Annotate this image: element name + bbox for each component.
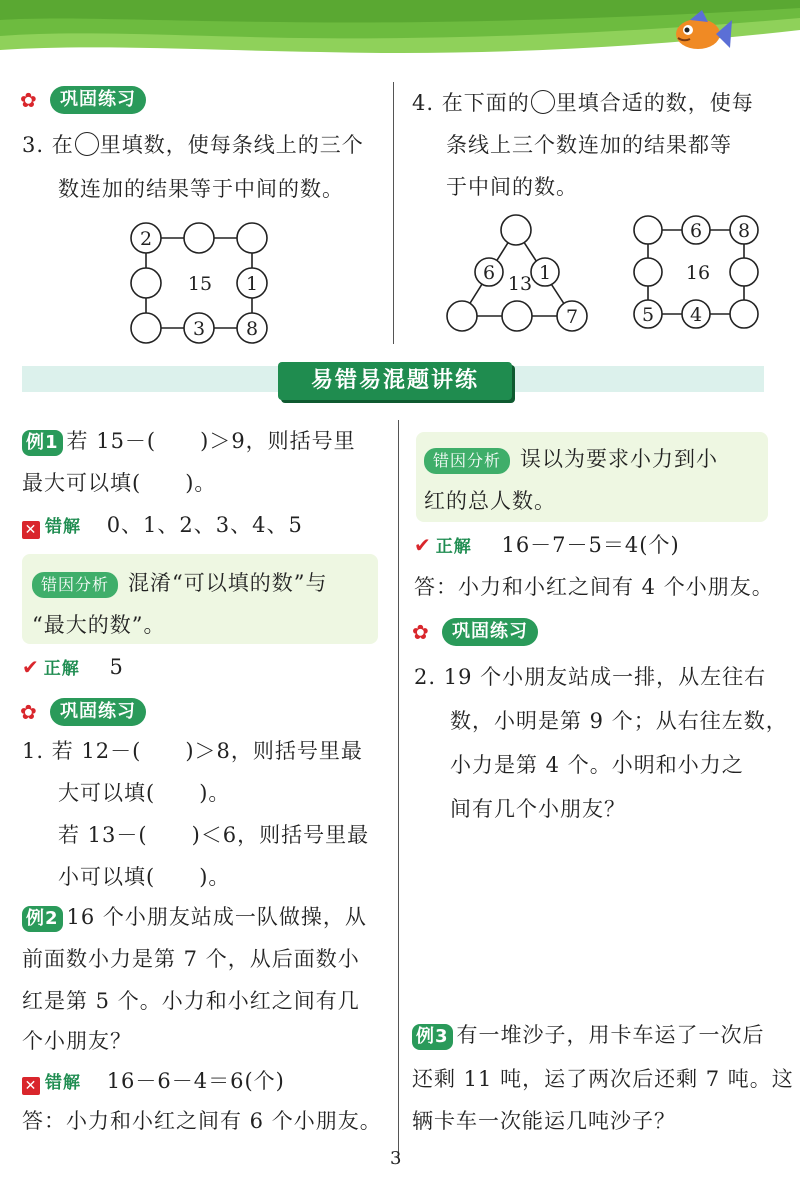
crab-icon: ✿ xyxy=(412,620,429,644)
q3-node-top-right xyxy=(237,223,267,253)
q3-value-bottom-middle: 3 xyxy=(192,318,206,340)
q4-triangle-figure xyxy=(440,212,590,336)
q4-line2: 条线上三个数连加的结果都等 xyxy=(446,133,732,157)
crab-icon: ✿ xyxy=(20,88,37,112)
ex3-line1: 例3 有一堆沙子，用卡车运了一次后 xyxy=(412,1014,765,1056)
q4-tri-node-bottom-middle xyxy=(502,301,532,331)
ex2-wrong: ✕ 错解 16－6－4＝6(个) xyxy=(22,1060,285,1104)
ex2-line4: 个小朋友？ xyxy=(22,1029,132,1053)
circle-symbol-icon xyxy=(75,132,99,156)
q3-value-middle-right: 1 xyxy=(245,273,259,295)
q3-line1: 3. 在 里填数，使每条线上的三个 xyxy=(22,133,364,157)
q4-line3: 于中间的数。 xyxy=(446,175,578,199)
check-icon: ✔ xyxy=(22,655,40,679)
p2-line3: 小力是第 4 个。小明和小力之 xyxy=(450,753,744,777)
ex1-tag: 例1 xyxy=(22,430,63,456)
q3-number: 3. xyxy=(22,133,45,157)
column-divider-bottom xyxy=(398,420,399,1158)
q3-line2: 数连加的结果等于中间的数。 xyxy=(58,177,344,201)
q3-node-top-middle xyxy=(184,223,214,253)
ex1-wrong: ✕ 错解 0、1、2、3、4、5 xyxy=(22,504,303,548)
q3-center-sum: 15 xyxy=(187,273,213,295)
ex2-analysis-line1: 错因分析 误以为要求小力到小 xyxy=(424,438,718,480)
q4-square-figure xyxy=(628,212,768,336)
q4-sq-node-middle-right xyxy=(730,258,758,286)
ex1-analysis-line2: “最大的数”。 xyxy=(32,613,166,637)
q4-tri-value-left: 6 xyxy=(482,262,496,284)
column-divider-top xyxy=(393,82,394,344)
p2-line2: 数，小明是第 9 个；从右往左数， xyxy=(450,709,788,733)
practice-badge-label: 巩固练习 xyxy=(50,86,146,114)
practice-badge-1 xyxy=(20,86,146,114)
q3-value-bottom-right: 8 xyxy=(245,318,259,340)
ex2-line2: 前面数小力是第 7 个，从后面数小 xyxy=(22,947,360,971)
ex2-tag: 例2 xyxy=(22,906,63,932)
p1-line2: 大可以填( )。 xyxy=(58,781,231,805)
page-number: 3 xyxy=(390,1148,402,1169)
q3-node-bottom-left xyxy=(131,313,161,343)
q4-line1: 4. 在下面的 里填合适的数，使每 xyxy=(412,91,754,115)
ex2-analysis-line2: 红的总人数。 xyxy=(424,489,556,513)
circle-symbol-icon xyxy=(531,90,555,114)
q4-sq-value-bottom-left: 5 xyxy=(641,304,655,326)
check-icon: ✔ xyxy=(414,533,432,557)
p2-line1: 2. 19 个小朋友站成一排，从左往右 xyxy=(414,665,767,689)
p1-line4: 小可以填( )。 xyxy=(58,865,231,889)
fish-icon xyxy=(668,8,734,58)
header-band xyxy=(0,0,800,62)
ex2-right-reply: 答：小力和小红之间有 4 个小朋友。 xyxy=(414,575,774,599)
ex1-line2: 最大可以填( )。 xyxy=(22,471,217,495)
q4-number: 4. xyxy=(412,91,435,115)
wrong-x-icon: ✕ xyxy=(22,1077,40,1095)
q4-tri-center-sum: 13 xyxy=(507,273,533,295)
practice-badge-3: ✿ 巩固练习 xyxy=(412,618,538,646)
q4-sq-value-top-right: 8 xyxy=(737,220,751,242)
section-title: 易错易混题讲练 xyxy=(278,362,512,400)
ex2-wrong-reply: 答：小力和小红之间有 6 个小朋友。 xyxy=(22,1109,382,1133)
ex2-right: ✔ 正解 16－7－5＝4(个) xyxy=(414,524,680,568)
ex1-analysis-tag: 错因分析 xyxy=(32,572,118,598)
wrong-x-icon: ✕ xyxy=(22,521,40,539)
q3-square-figure xyxy=(120,216,280,346)
q4-sq-node-top-left xyxy=(634,216,662,244)
ex3-line3: 辆卡车一次能运几吨沙子？ xyxy=(412,1109,676,1133)
p2-line4: 间有几个小朋友？ xyxy=(450,797,626,821)
ex2-line1: 例2 16 个小朋友站成一队做操，从 xyxy=(22,896,367,938)
q4-sq-node-bottom-right xyxy=(730,300,758,328)
ex2-line3: 红是第 5 个。小力和小红之间有几 xyxy=(22,989,360,1013)
q4-sq-value-bottom-middle: 4 xyxy=(689,304,703,326)
ex1-analysis-line1: 错因分析 混淆“可以填的数”与 xyxy=(32,562,328,604)
ex1-line1: 例1 若 15－( )＞9，则括号里 xyxy=(22,420,356,462)
ex3-tag: 例3 xyxy=(412,1024,453,1050)
q4-tri-value-bottom-right: 7 xyxy=(565,306,579,328)
q3-node-middle-left xyxy=(131,268,161,298)
q4-sq-node-middle-left xyxy=(634,258,662,286)
ex1-wrong-answer: 0、1、2、3、4、5 xyxy=(106,513,303,537)
q4-tri-node-top xyxy=(501,215,531,245)
practice-badge-2: ✿ 巩固练习 xyxy=(20,698,146,726)
crab-icon: ✿ xyxy=(20,700,37,724)
ex2-wrong-answer: 16－6－4＝6(个) xyxy=(106,1069,285,1093)
ex2-right-answer: 16－7－5＝4(个) xyxy=(501,533,680,557)
q4-sq-center-sum: 16 xyxy=(685,262,711,284)
p1-line1: 1. 若 12－( )＞8，则括号里最 xyxy=(22,739,363,763)
q4-sq-value-top-middle: 6 xyxy=(689,220,703,242)
q3-value-top-left: 2 xyxy=(139,228,153,250)
ex1-right-answer: 5 xyxy=(109,655,124,679)
ex1-right: ✔ 正解 5 xyxy=(22,646,124,690)
ex2-analysis-tag: 错因分析 xyxy=(424,448,510,474)
q4-tri-value-right: 1 xyxy=(538,262,552,284)
p1-line3: 若 13－( )＜6，则括号里最 xyxy=(58,823,370,847)
q4-tri-node-bottom-left xyxy=(447,301,477,331)
ex3-line2: 还剩 11 吨，运了两次后还剩 7 吨。这 xyxy=(412,1067,794,1091)
